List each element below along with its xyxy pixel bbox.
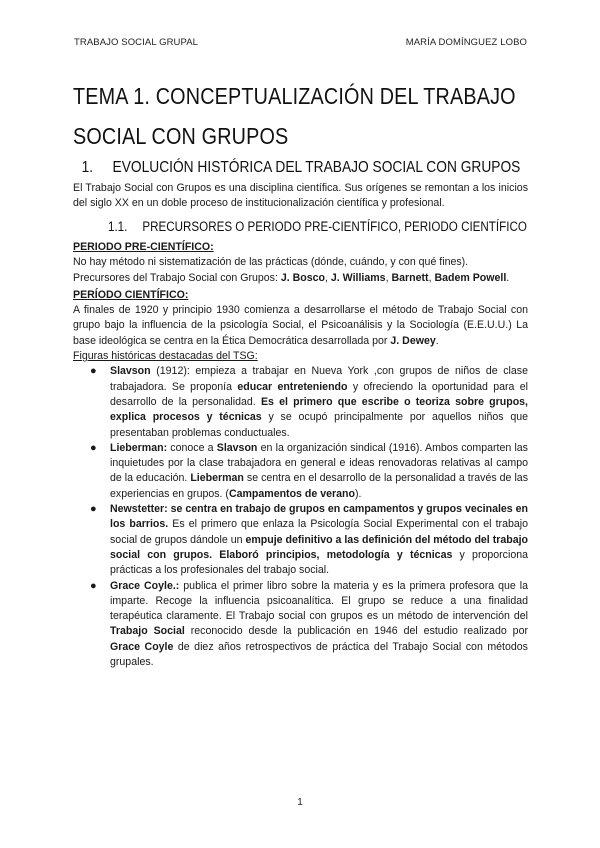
precursor-name: Barnett (391, 271, 429, 284)
cientifico-body: A finales de 1920 y principio 1930 comienza a desarrollarse el método de Trabajo Social con grupo bajo la influencia de la psicología Social, el Psicoanálisis y la Sociología (E.E.U.U.) La base ideológica se centra en la Ética Democrática desarrollada por (73, 304, 528, 347)
section-1-heading (73, 159, 520, 177)
period: . (506, 271, 510, 284)
page-number: 1 (297, 797, 303, 808)
section-1-title: EVOLUCIÓN HISTÓRICA DEL TRABAJO SOCIAL CON GRUPOS (112, 159, 521, 176)
cientifico-author: J. Dewey (390, 334, 436, 347)
item-text: publica el primer libro sobre la materia y es la primera profesora que la imparte. Recoge la influencia psicoanalítica. El grupo se reduce a una finalidad terapéutica claramente. El Trabajo social con grupos es un método de intervención del (110, 579, 528, 623)
pre-cientifico-line2 (73, 271, 528, 286)
item-text: Es el primero que enlaza la Psicología Social Experimental con el trabajo social de grupos dándole un (110, 518, 528, 546)
item-text: en la organización sindical (1916). Ambos comparten las inquietudes por la clase trabajadora en general e ideas renovadoras relativas al campo de la educación. (110, 441, 528, 485)
figuras-label: Figuras históricas destacadas del TSG: (73, 350, 258, 363)
precursors-prefix: Precursores del Trabajo Social con Grupos: (73, 271, 281, 284)
item-text: (1912): empieza a trabajar en Nueva York ,con grupos de niños de clase trabajadora. Se proponía (110, 365, 528, 393)
cientifico-text (73, 303, 528, 349)
item-text: ). (354, 487, 362, 500)
list-item (73, 364, 528, 440)
item-bold: Lieberman (190, 472, 244, 485)
figure-name: Newstetter: se centra en trabajo de grupos en campamentos y grupos vecinales en los barrios. (110, 503, 528, 531)
pre-cientifico-line1: No hay método ni sistematización de las prácticas (dónde, cuándo, y con qué fines). (73, 256, 469, 269)
header-left: TRABAJO SOCIAL GRUPAL (74, 37, 199, 48)
section-1-intro-block (73, 181, 528, 212)
item-text: y proporciona prácticas a los profesionales del trabajo social. (110, 548, 528, 577)
precursor-name: Badem Powell (434, 271, 507, 284)
header-right: MARÍA DOMÍNGUEZ LOBO (405, 37, 527, 48)
item-bold: empuje definitivo a las definición del método del trabajo social con grupos. Elaboró principios, metodología y técnicas (110, 533, 529, 561)
bullet-icon: ● (90, 579, 97, 592)
bullet-icon: ● (90, 503, 97, 516)
page-title: TEMA 1. CONCEPTUALIZACIÓN DEL TRABAJO SOCIAL CON GRUPOS (73, 83, 516, 149)
section-1-1-number: 1.1. (108, 219, 128, 234)
item-text: y ofreciendo la oportunidad para el desarrollo de la personalidad. (110, 380, 528, 408)
figure-name: Lieberman: (110, 441, 168, 454)
item-bold: Trabajo Social (110, 625, 185, 638)
section-1-intro: El Trabajo Social con Grupos es una disciplina científica. Sus orígenes se remontan a los inicios del siglo XX en un doble proceso de institucionalización científica y profesional. (73, 182, 528, 210)
list-item (73, 579, 528, 671)
item-bold: educar entreteniendo (237, 380, 348, 393)
main-body (73, 240, 528, 670)
section-1-number: 1. (81, 159, 94, 176)
figure-name: Grace Coyle.: (110, 579, 180, 592)
section-1-1-heading (108, 219, 527, 234)
separator: , (428, 271, 435, 284)
item-text: conoce a (167, 441, 217, 454)
precursor-name: J. Bosco (280, 271, 326, 284)
item-text: y se ocupó principalmente por aquellos niños que presentaban problemas conductuales. (110, 411, 528, 439)
item-bold: Slavson (216, 441, 258, 454)
item-bold: Es el primero que escribe o teoriza sobre grupos, explica procesos y técnicas (110, 395, 528, 424)
figuras-list (73, 364, 528, 670)
section-1-1-title: PRECURSORES O PERIODO PRE-CIENTÍFICO, PERIODO CIENTÍFICO (142, 219, 527, 234)
item-text: de diez años retrospectivos de práctica del Trabajo Social con métodos grupales. (110, 640, 528, 669)
period: . (435, 334, 439, 347)
separator: , (325, 271, 331, 284)
separator: , (385, 271, 392, 284)
cientifico-label: PERÍODO CIENTÍFICO: (73, 288, 189, 301)
precursor-name: J. Williams (330, 271, 386, 284)
figure-name: Slavson (110, 365, 151, 378)
item-bold: Grace Coyle (110, 640, 174, 653)
list-item (73, 502, 528, 578)
bullet-icon: ● (90, 365, 97, 378)
pre-cientifico-label: PERIODO PRE-CIENTÍFICO: (73, 241, 214, 253)
item-text: reconocido desde la publicación en 1946 del estudio realizado por (184, 625, 528, 638)
item-text: se centra en el desarrollo de la personalidad a través de las experiencias en grupos. ( (110, 472, 528, 500)
list-item (73, 441, 528, 502)
bullet-icon: ● (90, 441, 97, 454)
item-bold: Campamentos de verano (228, 487, 355, 500)
